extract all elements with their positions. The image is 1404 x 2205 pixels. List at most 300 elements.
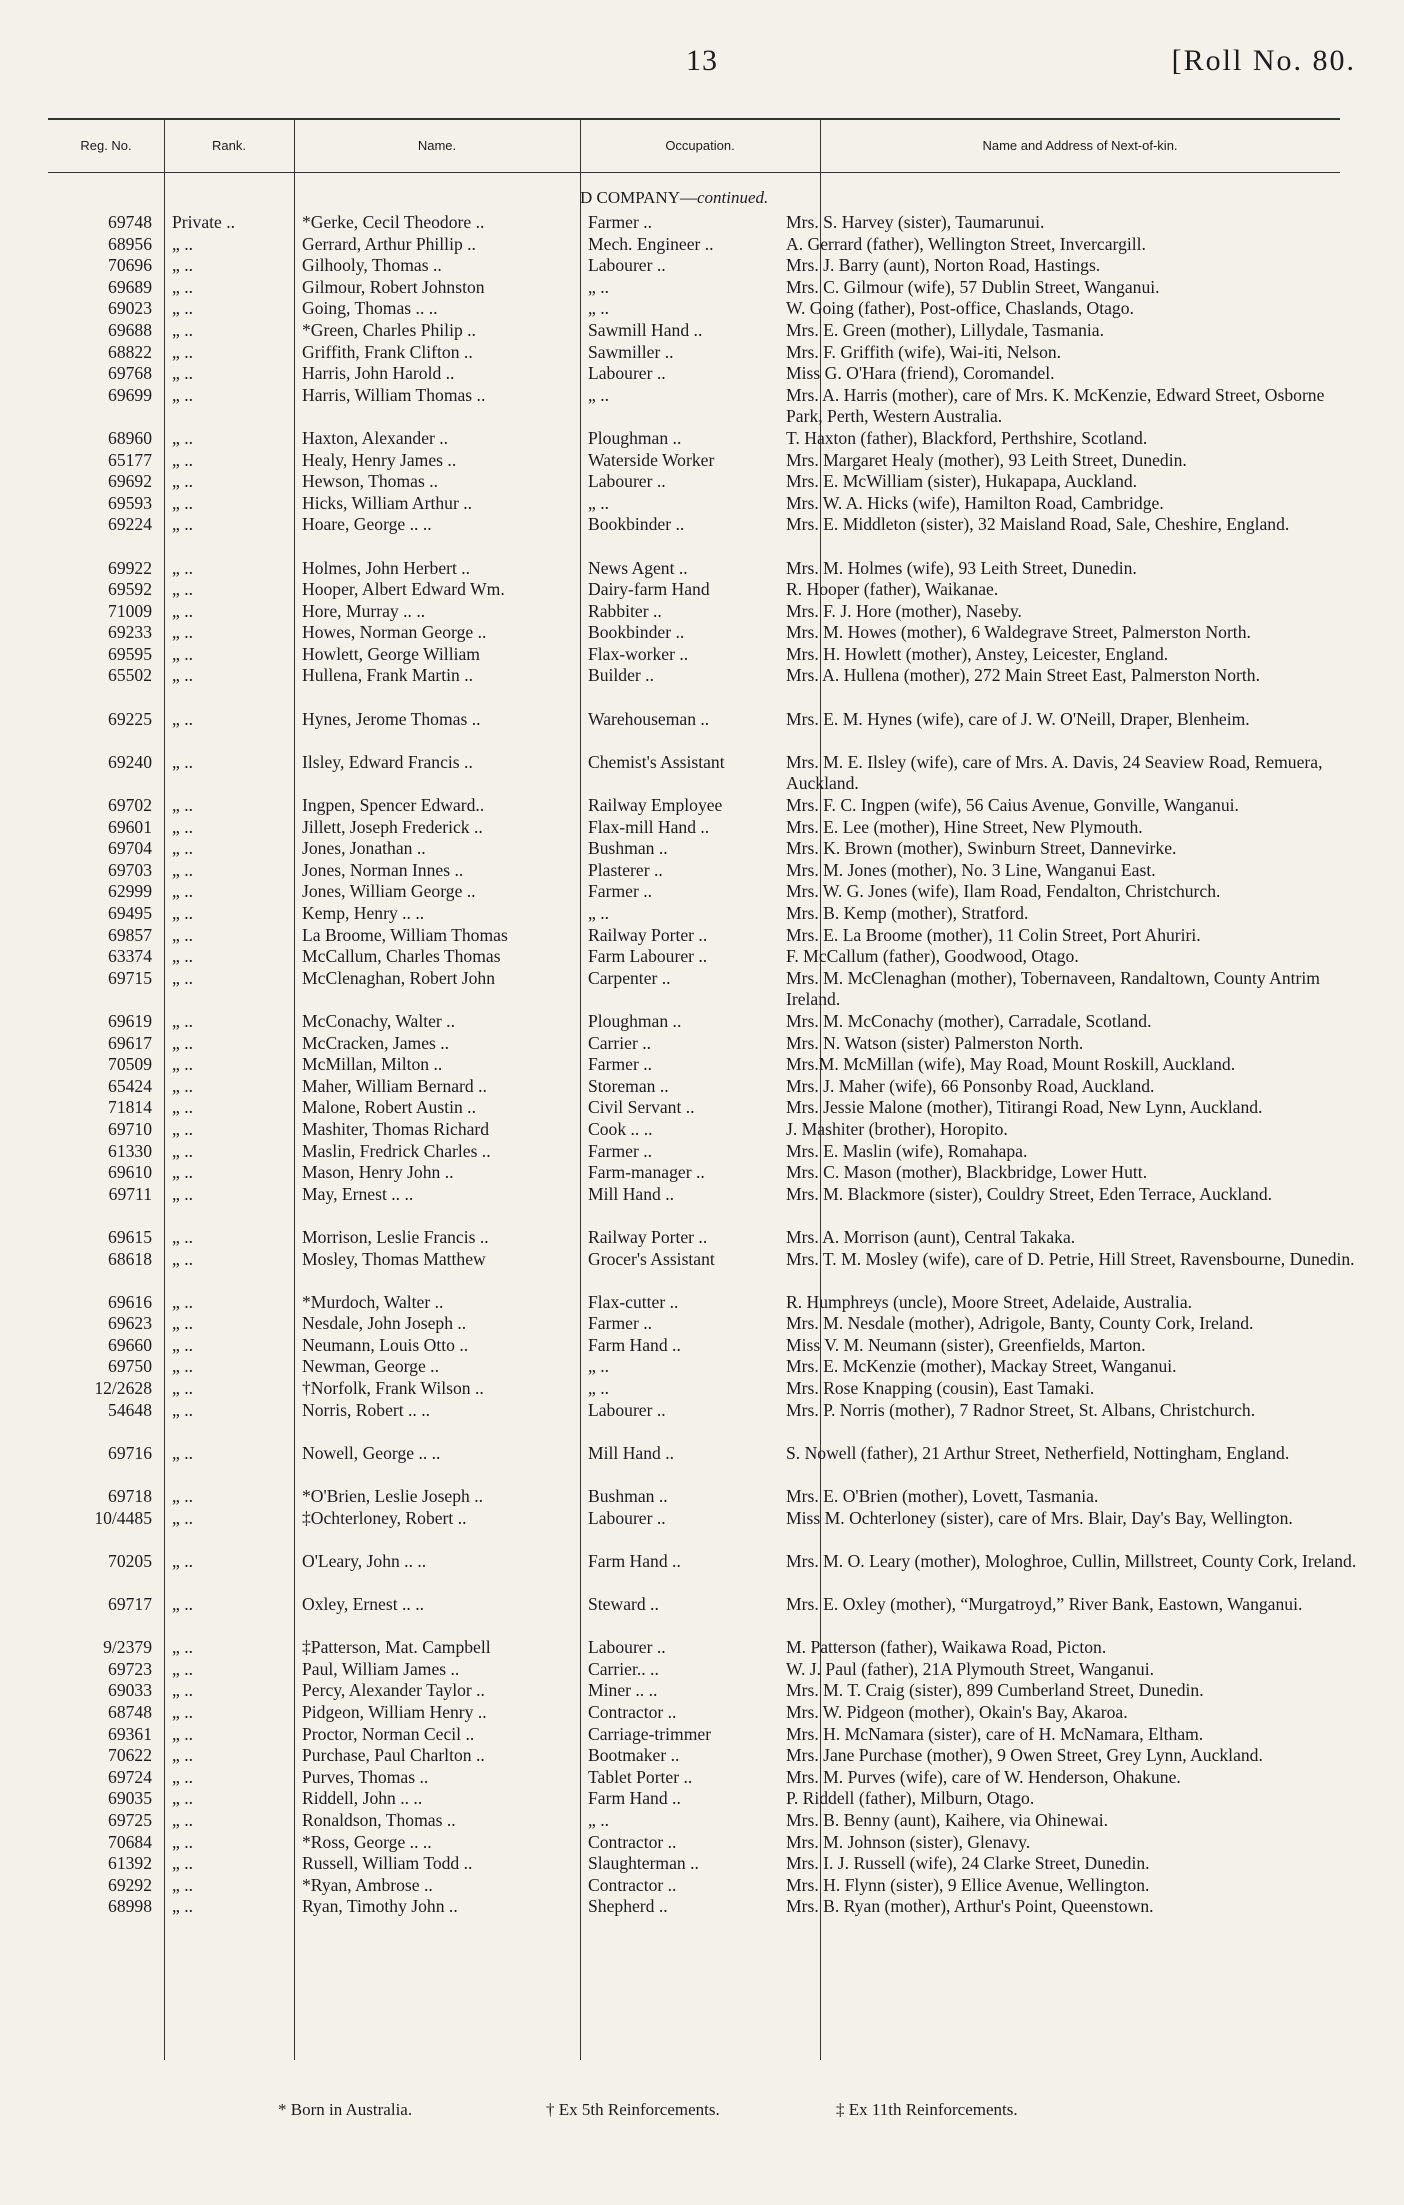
cell-reg: 54648	[108, 1399, 152, 1420]
roll-table	[0, 212, 1404, 1918]
cell-name: McConachy, Walter ..	[302, 1010, 455, 1031]
cell-reg: 69495	[108, 903, 152, 923]
cell-reg: 69615	[108, 1226, 152, 1247]
cell-next: J. Mashiter (brother), Horopito.	[786, 1118, 1008, 1139]
cell-reg: 65177	[108, 449, 152, 470]
cell-name: Paul, William James ..	[302, 1658, 460, 1679]
cell-name: †Norfolk, Frank Wilson ..	[302, 1378, 484, 1399]
cell-rank: „ ..	[172, 665, 194, 686]
cell-name: Proctor, Norman Cecil ..	[302, 1723, 475, 1744]
table-row	[0, 1637, 1404, 1659]
header-reg: Reg. No.	[48, 120, 165, 172]
cell-next: Mrs. M. McClenaghan (mother), Tobernaveen, Randaltown, County Antrim Ireland.	[786, 967, 1320, 1010]
cell-occ: Carpenter ..	[588, 967, 671, 988]
cell-next: F. McCallum (father), Goodwood, Otago.	[786, 946, 1079, 967]
cell-name: Oxley, Ernest .. ..	[302, 1594, 424, 1614]
cell-name: *O'Brien, Leslie Joseph ..	[302, 1486, 484, 1507]
cell-occ: „ ..	[588, 1378, 610, 1399]
cell-reg: 71009	[108, 600, 152, 621]
cell-rank: „ ..	[172, 1788, 194, 1809]
cell-reg: 69703	[108, 859, 152, 880]
cell-name: Neumann, Louis Otto ..	[302, 1334, 469, 1355]
footnote-11th-reinforcements: ‡ Ex 11th Reinforcements.	[836, 2100, 1018, 2119]
cell-rank: „ ..	[172, 471, 194, 492]
table-row	[0, 1875, 1404, 1897]
cell-reg: 61392	[108, 1853, 152, 1874]
cell-reg: 61330	[108, 1140, 152, 1161]
cell-name: Haxton, Alexander ..	[302, 427, 449, 448]
cell-name: Maher, William Bernard ..	[302, 1075, 487, 1096]
cell-occ: Waterside Worker	[588, 449, 715, 470]
cell-reg: 69717	[108, 1594, 152, 1614]
cell-name: Riddell, John .. ..	[302, 1788, 423, 1809]
cell-rank: „ ..	[172, 903, 194, 923]
cell-name: Holmes, John Herbert ..	[302, 557, 471, 578]
cell-reg: 70696	[108, 255, 152, 276]
table-row	[0, 860, 1404, 882]
cell-reg: 69710	[108, 1118, 152, 1139]
cell-occ: Farm Labourer ..	[588, 946, 708, 967]
cell-occ: Sawmill Hand ..	[588, 319, 703, 340]
cell-occ: Bootmaker ..	[588, 1745, 680, 1766]
cell-name: Hynes, Jerome Thomas ..	[302, 708, 481, 729]
cell-rank: „ ..	[172, 384, 194, 405]
cell-rank: „ ..	[172, 751, 194, 772]
cell-next: Mrs. E. Green (mother), Lillydale, Tasmania.	[786, 319, 1104, 340]
table-row	[0, 255, 1404, 277]
cell-occ: Carriage-trimmer	[588, 1723, 712, 1744]
table-row	[0, 709, 1404, 752]
cell-reg: 68956	[108, 233, 152, 254]
cell-name: Morrison, Leslie Francis ..	[302, 1226, 489, 1247]
table-row	[0, 320, 1404, 342]
cell-reg: 69724	[108, 1766, 152, 1787]
cell-name: Norris, Robert .. ..	[302, 1399, 431, 1420]
cell-name: Gilhooly, Thomas ..	[302, 255, 442, 276]
cell-rank: „ ..	[172, 1723, 194, 1744]
cell-occ: Builder ..	[588, 665, 654, 686]
cell-rank: „ ..	[172, 1356, 194, 1377]
cell-occ: „ ..	[588, 298, 610, 319]
cell-next: Mrs. E. La Broome (mother), 11 Colin Street, Port Ahuriri.	[786, 924, 1201, 945]
cell-occ: Dairy-farm Hand	[588, 579, 710, 600]
cell-next: A. Gerrard (father), Wellington Street, Invercargill.	[786, 233, 1146, 254]
cell-reg: 69692	[108, 471, 152, 492]
cell-next: Mrs. B. Ryan (mother), Arthur's Point, Queenstown.	[786, 1896, 1154, 1917]
cell-occ: Contractor ..	[588, 1831, 677, 1852]
cell-reg: 69592	[108, 579, 152, 600]
cell-reg: 70205	[108, 1550, 152, 1571]
cell-rank: „ ..	[172, 1140, 194, 1161]
cell-rank: „ ..	[172, 1442, 194, 1463]
cell-name: Mashiter, Thomas Richard	[302, 1118, 490, 1139]
cell-reg: 71814	[108, 1097, 152, 1118]
cell-next: Mrs. K. Brown (mother), Swinburn Street, Dannevirke.	[786, 838, 1177, 859]
cell-name: Going, Thomas .. ..	[302, 298, 438, 319]
cell-occ: Farm Hand ..	[588, 1788, 681, 1809]
cell-rank: „ ..	[172, 946, 194, 967]
cell-reg: 69225	[108, 708, 152, 729]
cell-name: *Ryan, Ambrose ..	[302, 1874, 433, 1895]
cell-occ: Grocer's Assistant	[588, 1248, 715, 1269]
table-row	[0, 234, 1404, 256]
cell-name: May, Ernest .. ..	[302, 1183, 414, 1204]
cell-name: Russell, William Todd ..	[302, 1853, 473, 1874]
cell-next: Mrs. M. Purves (wife), care of W. Henderson, Ohakune.	[786, 1766, 1181, 1787]
cell-rank: „ ..	[172, 1809, 194, 1830]
cell-rank: „ ..	[172, 449, 194, 470]
cell-reg: 69616	[108, 1291, 152, 1312]
cell-name: Kemp, Henry .. ..	[302, 903, 425, 923]
cell-name: Hoare, George .. ..	[302, 514, 432, 535]
cell-occ: Mill Hand ..	[588, 1183, 675, 1204]
company-heading	[580, 188, 880, 208]
table-row	[0, 601, 1404, 623]
table-row	[0, 1832, 1404, 1854]
cell-next: Mrs. F. Griffith (wife), Wai-iti, Nelson.	[786, 341, 1062, 362]
cell-occ: Bookbinder ..	[588, 514, 685, 535]
cell-reg: 69723	[108, 1658, 152, 1679]
table-row	[0, 450, 1404, 472]
cell-rank: „ ..	[172, 1010, 194, 1031]
cell-rank: „ ..	[172, 1399, 194, 1420]
cell-occ: „ ..	[588, 1809, 610, 1830]
cell-name: Howlett, George William	[302, 643, 480, 664]
cell-reg: 69704	[108, 838, 152, 859]
table-row	[0, 968, 1404, 1011]
cell-rank: „ ..	[172, 1680, 194, 1701]
cell-next: Mrs. M. McConachy (mother), Carradale, Scotland.	[786, 1010, 1152, 1031]
cell-name: Jones, Norman Innes ..	[302, 859, 464, 880]
cell-occ: Labourer ..	[588, 363, 666, 384]
cell-rank: „ ..	[172, 1550, 194, 1571]
cell-rank: „ ..	[172, 363, 194, 384]
cell-name: Purves, Thomas ..	[302, 1766, 429, 1787]
cell-occ: Railway Employee	[588, 795, 723, 816]
cell-rank: „ ..	[172, 600, 194, 621]
cell-reg: 69857	[108, 924, 152, 945]
cell-next: T. Haxton (father), Blackford, Perthshire, Scotland.	[786, 427, 1148, 448]
cell-name: McCallum, Charles Thomas	[302, 946, 501, 967]
cell-name: Nowell, George .. ..	[302, 1442, 441, 1463]
table-row	[0, 1249, 1404, 1292]
cell-occ: Farmer ..	[588, 1140, 653, 1161]
cell-next: Mrs. M. E. Ilsley (wife), care of Mrs. A. Davis, 24 Seaview Road, Remuera, Auckland.	[786, 751, 1323, 794]
cell-rank: „ ..	[172, 1334, 194, 1355]
cell-rank: „ ..	[172, 1054, 194, 1075]
cell-name: Hewson, Thomas ..	[302, 471, 439, 492]
cell-occ: Farm Hand ..	[588, 1550, 681, 1571]
cell-rank: „ ..	[172, 1486, 194, 1507]
cell-next: Mrs. Rose Knapping (cousin), East Tamaki.	[786, 1378, 1095, 1399]
cell-reg: 69702	[108, 795, 152, 816]
cell-rank: „ ..	[172, 492, 194, 513]
table-row	[0, 1659, 1404, 1681]
cell-next: Mrs. W. G. Jones (wife), Ilam Road, Fendalton, Christchurch.	[786, 881, 1221, 902]
table-row	[0, 1594, 1404, 1637]
table-row	[0, 946, 1404, 968]
cell-next: Mrs. M. T. Craig (sister), 899 Cumberland Street, Dunedin.	[786, 1680, 1204, 1701]
cell-reg: 69233	[108, 622, 152, 643]
cell-name: ‡Patterson, Mat. Campbell	[302, 1637, 491, 1658]
cell-next: P. Riddell (father), Milburn, Otago.	[786, 1788, 1035, 1809]
cell-name: Hullena, Frank Martin ..	[302, 665, 474, 686]
cell-rank: „ ..	[172, 1378, 194, 1399]
cell-reg: 10/4485	[94, 1507, 152, 1528]
cell-next: Mrs. J. Barry (aunt), Norton Road, Hastings.	[786, 255, 1101, 276]
table-row	[0, 1508, 1404, 1551]
cell-rank: „ ..	[172, 1701, 194, 1722]
table-row	[0, 1097, 1404, 1119]
cell-rank: „ ..	[172, 1766, 194, 1787]
cell-reg: 69224	[108, 514, 152, 535]
cell-rank: „ ..	[172, 1507, 194, 1528]
cell-reg: 69361	[108, 1723, 152, 1744]
cell-name: O'Leary, John .. ..	[302, 1550, 427, 1571]
cell-occ: Flax-cutter ..	[588, 1291, 679, 1312]
cell-occ: „ ..	[588, 903, 610, 923]
table-row	[0, 1184, 1404, 1227]
cell-rank: „ ..	[172, 816, 194, 837]
cell-next: Mrs. M. Howes (mother), 6 Waldegrave Street, Palmerston North.	[786, 622, 1251, 643]
cell-next: Mrs. E. Lee (mother), Hine Street, New Plymouth.	[786, 816, 1143, 837]
cell-name: Ilsley, Edward Francis ..	[302, 751, 473, 772]
table-row	[0, 579, 1404, 601]
cell-next: Mrs. M. Johnson (sister), Glenavy.	[786, 1831, 1031, 1852]
table-row	[0, 277, 1404, 299]
cell-occ: Labourer ..	[588, 471, 666, 492]
cell-rank: „ ..	[172, 1226, 194, 1247]
cell-reg: 68998	[108, 1896, 152, 1917]
cell-rank: „ ..	[172, 1118, 194, 1139]
cell-next: R. Humphreys (uncle), Moore Street, Adelaide, Australia.	[786, 1291, 1193, 1312]
cell-reg: 65424	[108, 1075, 152, 1096]
cell-reg: 69035	[108, 1788, 152, 1809]
cell-rank: „ ..	[172, 1896, 194, 1917]
cell-rank: „ ..	[172, 838, 194, 859]
cell-rank: „ ..	[172, 233, 194, 254]
cell-next: Mrs. B. Kemp (mother), Stratford.	[786, 903, 1029, 923]
table-row	[0, 1378, 1404, 1400]
cell-occ: „ ..	[588, 1356, 610, 1377]
cell-occ: Flax-mill Hand ..	[588, 816, 710, 837]
cell-rank: „ ..	[172, 319, 194, 340]
cell-occ: „ ..	[588, 276, 610, 297]
cell-reg: 69715	[108, 967, 152, 988]
cell-reg: 69660	[108, 1334, 152, 1355]
cell-reg: 69725	[108, 1809, 152, 1830]
cell-name: McCracken, James ..	[302, 1032, 450, 1053]
cell-reg: 63374	[108, 946, 152, 967]
cell-reg: 69619	[108, 1010, 152, 1031]
cell-name: La Broome, William Thomas	[302, 924, 508, 945]
cell-next: Mrs. P. Norris (mother), 7 Radnor Street, St. Albans, Christchurch.	[786, 1399, 1256, 1420]
cell-next: Mrs. E. McWilliam (sister), Hukapapa, Auckland.	[786, 471, 1138, 492]
cell-name: Percy, Alexander Taylor ..	[302, 1680, 485, 1701]
cell-rank: „ ..	[172, 1853, 194, 1874]
cell-next: Mrs. F. J. Hore (mother), Naseby.	[786, 600, 1022, 621]
cell-next: Mrs. A. Harris (mother), care of Mrs. K. McKenzie, Edward Street, Osborne Park, Perth, Western Australia.	[786, 384, 1325, 427]
cell-next: Mrs. M. Jones (mother), No. 3 Line, Wanganui East.	[786, 859, 1156, 880]
cell-next: Mrs. A. Morrison (aunt), Central Takaka.	[786, 1226, 1076, 1247]
table-row	[0, 363, 1404, 385]
table-row	[0, 817, 1404, 839]
company-note: continued.	[696, 188, 769, 207]
cell-name: Jillett, Joseph Frederick ..	[302, 816, 483, 837]
cell-name: McMillan, Milton ..	[302, 1054, 443, 1075]
cell-name: Purchase, Paul Charlton ..	[302, 1745, 485, 1766]
cell-next: Mrs. S. Harvey (sister), Taumarunui.	[786, 212, 1045, 232]
table-row	[0, 1810, 1404, 1832]
cell-reg: 69292	[108, 1874, 152, 1895]
cell-occ: Carrier.. ..	[588, 1658, 659, 1679]
cell-rank: „ ..	[172, 924, 194, 945]
cell-reg: 68960	[108, 427, 152, 448]
table-row	[0, 385, 1404, 428]
cell-occ: Rabbiter ..	[588, 600, 662, 621]
table-row	[0, 493, 1404, 515]
cell-name: Malone, Robert Austin ..	[302, 1097, 476, 1118]
cell-rank: „ ..	[172, 1075, 194, 1096]
cell-name: Pidgeon, William Henry ..	[302, 1701, 487, 1722]
cell-occ: Ploughman ..	[588, 1010, 682, 1031]
cell-reg: 69688	[108, 319, 152, 340]
cell-name: *Murdoch, Walter ..	[302, 1291, 444, 1312]
cell-occ: Warehouseman ..	[588, 708, 710, 729]
cell-occ: Chemist's Assistant	[588, 751, 725, 772]
cell-next: Mrs. W. A. Hicks (wife), Hamilton Road, Cambridge.	[786, 492, 1164, 513]
cell-name: Mason, Henry John ..	[302, 1162, 454, 1183]
cell-rank: „ ..	[172, 1097, 194, 1118]
cell-next: Mrs. H. Howlett (mother), Anstey, Leicester, England.	[786, 643, 1169, 664]
cell-name: Ryan, Timothy John ..	[302, 1896, 458, 1917]
cell-reg: 68822	[108, 341, 152, 362]
cell-occ: Carrier ..	[588, 1032, 652, 1053]
cell-occ: Bushman ..	[588, 1486, 668, 1507]
cell-rank: „ ..	[172, 967, 194, 988]
cell-occ: Labourer ..	[588, 1399, 666, 1420]
cell-occ: Farmer ..	[588, 1054, 653, 1075]
table-row	[0, 1033, 1404, 1055]
table-row	[0, 558, 1404, 580]
cell-reg: 69748	[108, 212, 152, 232]
table-row	[0, 925, 1404, 947]
cell-next: W. J. Paul (father), 21A Plymouth Street, Wanganui.	[786, 1658, 1155, 1679]
cell-reg: 69768	[108, 363, 152, 384]
table-row	[0, 752, 1404, 795]
table-row	[0, 1141, 1404, 1163]
cell-name: Hore, Murray .. ..	[302, 600, 426, 621]
cell-name: Jones, William George ..	[302, 881, 476, 902]
cell-rank: „ ..	[172, 1291, 194, 1312]
cell-rank: „ ..	[172, 1745, 194, 1766]
cell-reg: 68748	[108, 1701, 152, 1722]
table-row	[0, 1313, 1404, 1335]
cell-reg: 68618	[108, 1248, 152, 1269]
cell-next: M. Patterson (father), Waikawa Road, Picton.	[786, 1637, 1107, 1658]
cell-name: Hicks, William Arthur ..	[302, 492, 473, 513]
cell-next: Mrs. M. Holmes (wife), 93 Leith Street, Dunedin.	[786, 557, 1137, 578]
cell-occ: Railway Porter ..	[588, 1226, 708, 1247]
table-header	[48, 118, 1340, 173]
cell-rank: „ ..	[172, 1162, 194, 1183]
cell-name: *Green, Charles Philip ..	[302, 319, 476, 340]
cell-rank: „ ..	[172, 1637, 194, 1658]
cell-reg: 62999	[108, 881, 152, 902]
cell-rank: „ ..	[172, 1248, 194, 1269]
cell-reg: 69033	[108, 1680, 152, 1701]
cell-next: Mrs. E. Oxley (mother), “Murgatroyd,” River Bank, Eastown, Wanganui.	[786, 1594, 1303, 1614]
table-row	[0, 298, 1404, 320]
cell-rank: „ ..	[172, 708, 194, 729]
cell-rank: „ ..	[172, 341, 194, 362]
table-row	[0, 1076, 1404, 1098]
cell-reg: 70509	[108, 1054, 152, 1075]
table-row	[0, 1724, 1404, 1746]
cell-next: W. Going (father), Post-office, Chaslands, Otago.	[786, 298, 1134, 319]
cell-name: ‡Ochterloney, Robert ..	[302, 1507, 467, 1528]
cell-name: Harris, John Harold ..	[302, 363, 455, 384]
table-row	[0, 1443, 1404, 1486]
cell-next: Mrs. I. J. Russell (wife), 24 Clarke Street, Dunedin.	[786, 1853, 1150, 1874]
company-name: D COMPANY—	[580, 188, 697, 207]
cell-next: Mrs. B. Benny (aunt), Kaihere, via Ohinewai.	[786, 1809, 1108, 1830]
table-row	[0, 1680, 1404, 1702]
table-row	[0, 903, 1404, 925]
cell-rank: „ ..	[172, 579, 194, 600]
table-row	[0, 1227, 1404, 1249]
cell-name: Jones, Jonathan ..	[302, 838, 426, 859]
cell-occ: Mech. Engineer ..	[588, 233, 714, 254]
cell-next: Mrs. E. McKenzie (mother), Mackay Street, Wanganui.	[786, 1356, 1177, 1377]
cell-reg: 70622	[108, 1745, 152, 1766]
cell-occ: Farm Hand ..	[588, 1334, 681, 1355]
cell-next: Mrs. C. Mason (mother), Blackbridge, Lower Hutt.	[786, 1162, 1148, 1183]
header-occupation: Occupation.	[580, 120, 821, 172]
cell-name: Gilmour, Robert Johnston	[302, 276, 485, 297]
cell-next: Mrs. M. Blackmore (sister), Couldry Street, Eden Terrace, Auckland.	[786, 1183, 1273, 1204]
cell-name: Ingpen, Spencer Edward..	[302, 795, 485, 816]
table-row	[0, 881, 1404, 903]
cell-occ: Farmer ..	[588, 881, 653, 902]
cell-reg: 69689	[108, 276, 152, 297]
cell-reg: 70684	[108, 1831, 152, 1852]
table-row	[0, 1400, 1404, 1443]
cell-reg: 12/2628	[94, 1378, 152, 1399]
table-row	[0, 212, 1404, 234]
table-row	[0, 1292, 1404, 1314]
cell-name: Hooper, Albert Edward Wm.	[302, 579, 505, 600]
cell-rank: Private ..	[172, 212, 236, 232]
cell-rank: „ ..	[172, 1874, 194, 1895]
cell-name: Maslin, Fredrick Charles ..	[302, 1140, 491, 1161]
cell-next: Miss G. O'Hara (friend), Coromandel.	[786, 363, 1055, 384]
cell-name: Newman, George ..	[302, 1356, 439, 1377]
cell-occ: Farmer ..	[588, 1313, 653, 1334]
cell-reg: 69718	[108, 1486, 152, 1507]
cell-reg: 69750	[108, 1356, 152, 1377]
table-row	[0, 471, 1404, 493]
table-row	[0, 514, 1404, 557]
footnote-5th-reinforcements: † Ex 5th Reinforcements.	[546, 2100, 720, 2119]
table-row	[0, 1162, 1404, 1184]
cell-reg: 9/2379	[103, 1637, 152, 1658]
cell-occ: Farm-manager ..	[588, 1162, 705, 1183]
table-row	[0, 1335, 1404, 1357]
cell-name: Healy, Henry James ..	[302, 449, 457, 470]
cell-rank: „ ..	[172, 514, 194, 535]
cell-rank: „ ..	[172, 1658, 194, 1679]
